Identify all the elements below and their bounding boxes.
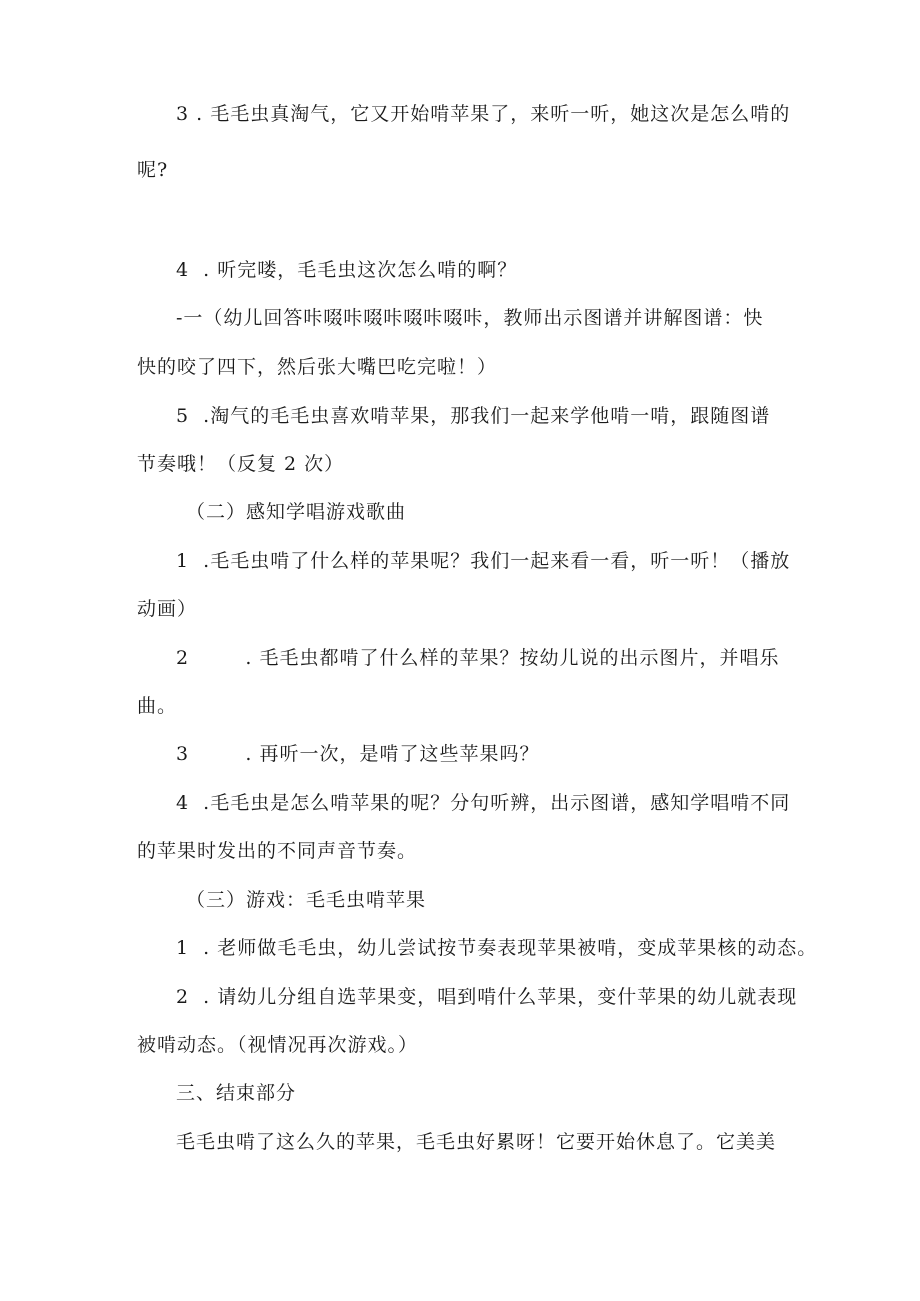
paragraph-line: 呢? [137,159,169,181]
section-heading: 三、结束部分 [176,1082,297,1104]
paragraph-line: 2 . 毛毛虫都啃了什么样的苹果？按幼儿说的出示图片，并唱乐 [176,647,780,669]
section-heading: （三）游戏：毛毛虫啃苹果 [186,889,427,911]
paragraph-line: 节奏哦！（反复 2 次） [137,453,345,475]
paragraph-line: 被啃动态。（视情况再次游戏。） [137,1034,419,1056]
paragraph-line: 4 . 听完喽，毛毛虫这次怎么啃的啊？ [176,259,518,281]
paragraph-line: 3 . 再听一次，是啃了这些苹果吗？ [176,743,540,765]
paragraph-line: 4 .毛毛虫是怎么啃苹果的呢？分句听辨，出示图谱，感知学唱啃不同 [176,792,791,814]
paragraph-line: 的苹果时发出的不同声音节奏。 [137,840,418,862]
paragraph-line: 毛毛虫啃了这么久的苹果，毛毛虫好累呀！它要开始休息了。它美美 [176,1131,777,1153]
paragraph-line: 2 . 请幼儿分组自选苹果变，唱到啃什么苹果，变什苹果的幼儿就表现 [176,986,798,1008]
paragraph-line: 曲。 [137,695,178,717]
paragraph-line: 3 . 毛毛虫真淘气，它又开始啃苹果了，来听一听，她这次是怎么啃的 [176,103,791,125]
paragraph-line: 1 . 老师做毛毛虫，幼儿尝试按节奏表现苹果被啃，变成苹果核的动态。 [176,937,818,959]
paragraph-line: 快的咬了四下，然后张大嘴巴吃完啦！） [137,356,498,378]
paragraph-line: 1 .毛毛虫啃了什么样的苹果呢？我们一起来看一看，听一听！（播放 [176,550,791,572]
paragraph-line: 5 .淘气的毛毛虫喜欢啃苹果，那我们一起来学他啃一啃，跟随图谱 [176,405,771,427]
paragraph-line: -一（幼儿回答咔啜咔啜咔啜咔啜咔，教师出示图谱并讲解图谱：快 [176,307,764,329]
section-heading: （二）感知学唱游戏歌曲 [186,501,407,523]
paragraph-line: 动画） [137,598,198,620]
